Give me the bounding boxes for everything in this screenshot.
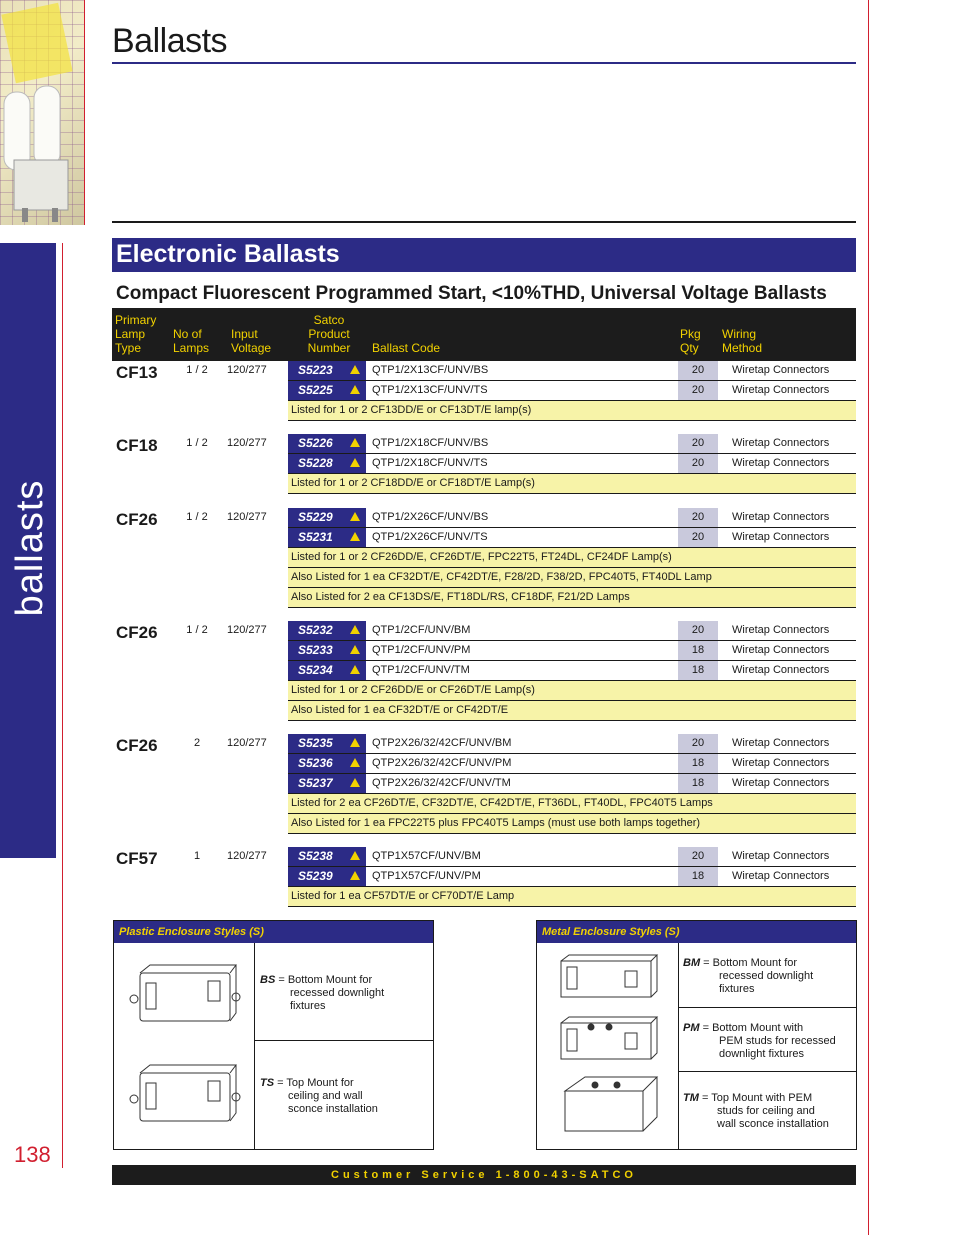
table-row [288,661,856,681]
ballast-code: QTP1/2X13CF/UNV/BS [372,364,489,376]
metal-item-pm: PM = Bottom Mount with PEM studs for recessed downlight fixtures [683,1022,836,1060]
input-voltage: 120/277 [227,364,267,376]
wiring-method: Wiretap Connectors [732,777,830,789]
wiring-method: Wiretap Connectors [732,511,830,523]
section-rule [112,221,856,223]
pkg-qty: 18 [678,661,718,680]
wiring-method: Wiretap Connectors [732,384,830,396]
product-number: S5226 [288,434,366,453]
table-row [288,847,856,867]
warning-triangle-icon [350,438,360,447]
table-row [288,734,856,754]
pkg-qty: 18 [678,774,718,793]
ballast-code: QTP2X26/32/42CF/UNV/BM [372,737,512,749]
product-number: S5223 [288,361,366,380]
listing-note: Listed for 1 or 2 CF13DD/E or CF13DT/E lamp(s) [288,401,856,421]
ballast-code: QTP1X57CF/UNV/PM [372,870,481,882]
warning-triangle-icon [350,458,360,467]
product-number: S5231 [288,528,366,547]
metal-item-bm: BM = Bottom Mount for recessed downlight fixtures [683,957,814,995]
table-row [288,454,856,474]
header-ballast-code: Ballast Code [372,341,441,355]
footer-customer-service: Customer Service 1-800-43-SATCO [331,1169,637,1181]
header-lamp-type: Primary Lamp Type [115,313,157,355]
pkg-qty: 20 [678,508,718,527]
product-number: S5232 [288,621,366,640]
lamp-type: CF26 [116,623,158,642]
header-qty: Pkg Qty [680,327,701,355]
section-title: Electronic Ballasts [116,240,340,268]
wiring-method: Wiretap Connectors [732,850,830,862]
product-number: S5225 [288,381,366,400]
listing-note: Listed for 2 ea CF26DT/E, CF32DT/E, CF42DT/E, FT36DL, FT40DL, FPC40T5 Lamps [288,794,856,814]
product-number: S5236 [288,754,366,773]
pkg-qty: 20 [678,434,718,453]
listing-note: Also Listed for 2 ea CF13DS/E, FT18DL/RS, CF18DF, F21/2D Lamps [288,588,856,608]
plastic-enclosure-drawing [122,961,242,1131]
ballast-code: QTP1/2CF/UNV/PM [372,644,471,656]
product-number: S5229 [288,508,366,527]
table-row [288,434,856,454]
no-of-lamps: 2 [193,737,201,749]
plastic-enclosure-box [113,920,434,1150]
warning-triangle-icon [350,532,360,541]
plastic-item-ts: TS = Top Mount for ceiling and wall sconce installation [260,1077,378,1115]
pkg-qty: 20 [678,381,718,400]
page-number: 138 [14,1142,51,1167]
warning-triangle-icon [350,665,360,674]
plastic-item-bs: BS = Bottom Mount for recessed downlight fixtures [260,974,385,1012]
table-row [288,621,856,641]
warning-triangle-icon [350,625,360,634]
warning-triangle-icon [350,778,360,787]
lamp-type: CF18 [116,436,158,455]
metal-enclosure-box [536,920,857,1150]
product-photo [0,0,84,225]
wiring-method: Wiretap Connectors [732,457,830,469]
no-of-lamps: 1 / 2 [186,511,208,523]
input-voltage: 120/277 [227,624,267,636]
header-no-lamps: No of Lamps [173,327,210,355]
product-number: S5233 [288,641,366,660]
ballast-code: QTP1/2CF/UNV/BM [372,624,471,636]
warning-triangle-icon [350,738,360,747]
product-number: S5235 [288,734,366,753]
input-voltage: 120/277 [227,850,267,862]
page-title: Ballasts [112,22,228,60]
lamp-type: CF26 [116,736,158,755]
pkg-qty: 20 [678,361,718,380]
ballast-code: QTP1/2X26CF/UNV/TS [372,531,488,543]
listing-note: Listed for 1 or 2 CF26DD/E, CF26DT/E, FPC22T5, FT24DL, CF24DF Lamp(s) [288,548,856,568]
ballast-code: QTP1/2X13CF/UNV/TS [372,384,488,396]
ballast-code: QTP2X26/32/42CF/UNV/TM [372,777,511,789]
wiring-method: Wiretap Connectors [732,364,830,376]
wiring-method: Wiretap Connectors [732,644,830,656]
listing-note: Also Listed for 1 ea CF32DT/E or CF42DT/E [288,701,856,721]
table-subtitle: Compact Fluorescent Programmed Start, <10%THD, Universal Voltage Ballasts [116,283,827,304]
table-row [288,361,856,381]
lamp-type: CF26 [116,510,158,529]
no-of-lamps: 1 / 2 [186,364,208,376]
red-rule-left [62,243,63,1168]
table-row [288,381,856,401]
lamp-type: CF13 [116,363,158,382]
listing-note: Listed for 1 ea CF57DT/E or CF70DT/E Lamp [288,887,856,907]
table-row [288,528,856,548]
pkg-qty: 20 [678,454,718,473]
warning-triangle-icon [350,851,360,860]
warning-triangle-icon [350,512,360,521]
listing-note: Also Listed for 1 ea FPC22T5 plus FPC40T5 Lamps (must use both lamps together) [288,814,856,834]
table-row [288,754,856,774]
table-row [288,641,856,661]
input-voltage: 120/277 [227,511,267,523]
metal-enclosure-drawing [551,951,671,1146]
metal-enclosure-title: Metal Enclosure Styles (S) [537,921,856,943]
title-rule [112,62,856,64]
no-of-lamps: 1 [193,850,201,862]
no-of-lamps: 1 / 2 [186,437,208,449]
metal-item-tm: TM = Top Mount with PEM studs for ceiling and wall sconce installation [683,1092,829,1130]
red-rule-right [868,0,869,1235]
wiring-method: Wiretap Connectors [732,664,830,676]
lamp-type: CF57 [116,849,158,868]
ballast-code: QTP2X26/32/42CF/UNV/PM [372,757,512,769]
listing-note: Listed for 1 or 2 CF26DD/E or CF26DT/E Lamp(s) [288,681,856,701]
ballast-code: QTP1/2X18CF/UNV/BS [372,437,489,449]
ballast-code: QTP1/2CF/UNV/TM [372,664,470,676]
product-number: S5239 [288,867,366,886]
warning-triangle-icon [350,758,360,767]
warning-triangle-icon [350,645,360,654]
header-voltage: Input Voltage [231,327,272,355]
pkg-qty: 20 [678,528,718,547]
listing-note: Also Listed for 1 ea CF32DT/E, CF42DT/E, F28/2D, F38/2D, FPC40T5, FT40DL Lamp [288,568,856,588]
wiring-method: Wiretap Connectors [732,624,830,636]
pkg-qty: 20 [678,621,718,640]
wiring-method: Wiretap Connectors [732,757,830,769]
plastic-enclosure-title: Plastic Enclosure Styles (S) [114,921,433,943]
warning-triangle-icon [350,365,360,374]
warning-triangle-icon [350,385,360,394]
product-number: S5238 [288,847,366,866]
wiring-method: Wiretap Connectors [732,531,830,543]
product-number: S5228 [288,454,366,473]
header-product: Satco Product Number [307,313,351,355]
header-wiring: Wiring Method [722,327,763,355]
listing-note: Listed for 1 or 2 CF18DD/E or CF18DT/E Lamp(s) [288,474,856,494]
side-tab-label: ballasts [9,479,51,617]
ballast-code: QTP1/2X26CF/UNV/BS [372,511,489,523]
product-number: S5237 [288,774,366,793]
wiring-method: Wiretap Connectors [732,870,830,882]
wiring-method: Wiretap Connectors [732,437,830,449]
pkg-qty: 18 [678,867,718,886]
wiring-method: Wiretap Connectors [732,737,830,749]
table-row [288,774,856,794]
pkg-qty: 18 [678,754,718,773]
ballast-code: QTP1X57CF/UNV/BM [372,850,481,862]
input-voltage: 120/277 [227,737,267,749]
product-number: S5234 [288,661,366,680]
table-row [288,508,856,528]
input-voltage: 120/277 [227,437,267,449]
table-header [112,308,856,361]
red-rule-top [84,0,85,225]
pkg-qty: 18 [678,641,718,660]
warning-triangle-icon [350,871,360,880]
pkg-qty: 20 [678,734,718,753]
table-row [288,867,856,887]
pkg-qty: 20 [678,847,718,866]
ballast-code: QTP1/2X18CF/UNV/TS [372,457,488,469]
no-of-lamps: 1 / 2 [186,624,208,636]
